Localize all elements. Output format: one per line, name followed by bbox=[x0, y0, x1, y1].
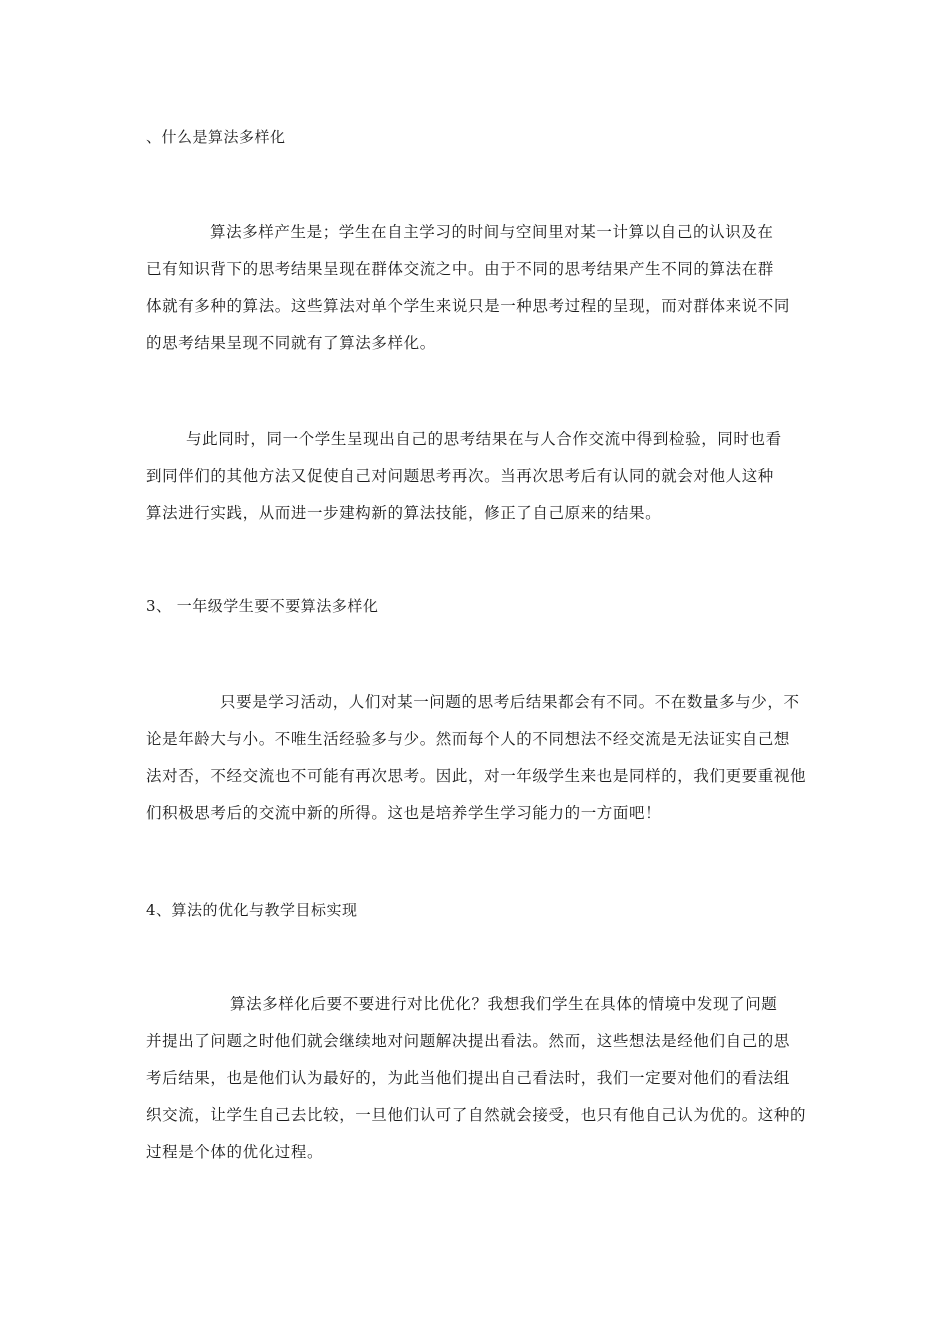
paragraph-first-grade-learning bbox=[146, 692, 810, 840]
paragraph-line: 体就有多种的算法。这些算法对单个学生来说只是一种思考过程的呈现，而对群体来说不同 bbox=[146, 297, 791, 315]
paragraph-algorithm-diversity-origin bbox=[146, 222, 810, 370]
paragraph-line: 过程是个体的优化过程。 bbox=[146, 1143, 324, 1161]
paragraph-line: 算法多样化后要不要进行对比优化？我想我们学生在具体的情境中发现了问题 bbox=[230, 995, 778, 1013]
paragraph-line: 到同伴们的其他方法又促使自己对问题思考再次。当再次思考后有认同的就会对他人这种 bbox=[146, 467, 774, 485]
paragraph-peer-verification bbox=[146, 429, 810, 540]
paragraph-line: 只要是学习活动，人们对某一问题的思考后结果都会有不同。不在数量多与少，不 bbox=[220, 693, 800, 711]
section-heading-what-is-algorithm-diversification: 、什么是算法多样化 bbox=[146, 128, 286, 146]
section-heading-optimization-goals: 4、算法的优化与教学目标实现 bbox=[146, 901, 358, 919]
section-heading-first-grade: 3、 一年级学生要不要算法多样化 bbox=[146, 597, 379, 615]
paragraph-line: 法对否，不经交流也不可能有再次思考。因此，对一年级学生来也是同样的，我们更要重视他 bbox=[146, 767, 807, 785]
paragraph-line: 织交流，让学生自己去比较，一旦他们认可了自然就会接受，也只有他自己认为优的。这种的 bbox=[146, 1106, 807, 1124]
paragraph-algorithm-optimization bbox=[146, 994, 810, 1179]
paragraph-line: 并提出了问题之时他们就会继续地对问题解决提出看法。然而，这些想法是经他们自己的思 bbox=[146, 1032, 791, 1050]
paragraph-line: 已有知识背下的思考结果呈现在群体交流之中。由于不同的思考结果产生不同的算法在群 bbox=[146, 260, 774, 278]
paragraph-line: 考后结果，也是他们认为最好的，为此当他们提出自己看法时，我们一定要对他们的看法组 bbox=[146, 1069, 791, 1087]
paragraph-line: 的思考结果呈现不同就有了算法多样化。 bbox=[146, 334, 436, 352]
paragraph-line: 算法多样产生是；学生在自主学习的时间与空间里对某一计算以自己的认识及在 bbox=[210, 223, 774, 241]
paragraph-line: 们积极思考后的交流中新的所得。这也是培养学生学习能力的一方面吧！ bbox=[146, 804, 662, 822]
paragraph-line: 算法进行实践，从而进一步建构新的算法技能，修正了自己原来的结果。 bbox=[146, 504, 662, 522]
paragraph-line: 与此同时，同一个学生呈现出自己的思考结果在与人合作交流中得到检验，同时也看 bbox=[186, 430, 782, 448]
paragraph-line: 论是年龄大与小。不唯生活经验多与少。然而每个人的不同想法不经交流是无法证实自己想 bbox=[146, 730, 791, 748]
